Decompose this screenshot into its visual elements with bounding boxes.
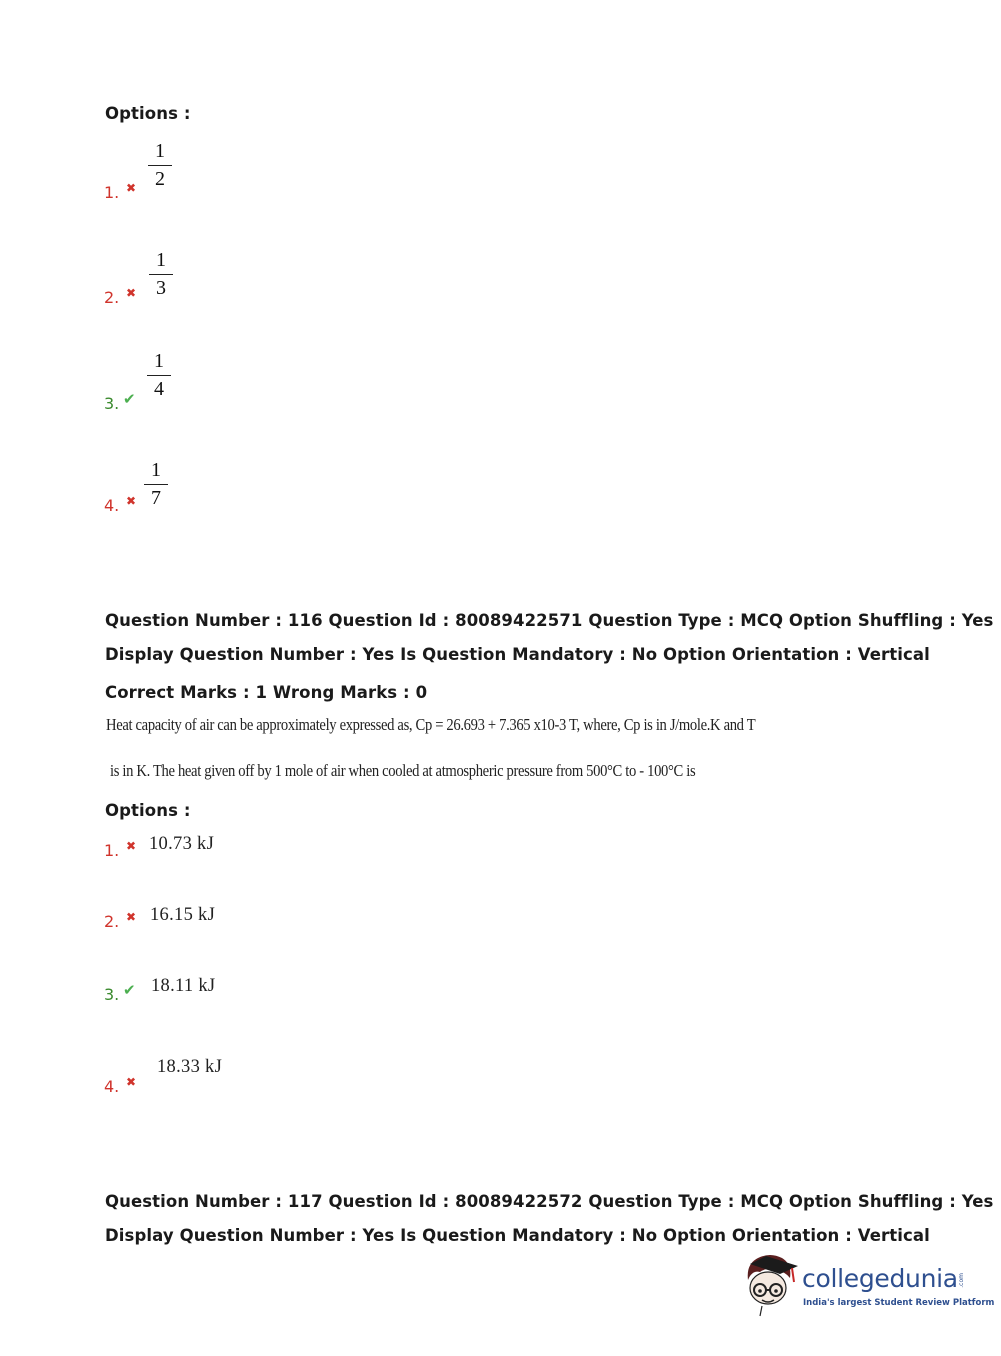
option-number: 1.	[104, 183, 120, 202]
cross-icon: ✖	[126, 494, 137, 508]
fraction-option	[147, 350, 171, 400]
options-heading: Options :	[105, 801, 191, 820]
cross-icon: ✖	[126, 839, 137, 853]
question-marks: Correct Marks : 1 Wrong Marks : 0	[105, 683, 428, 702]
option-number: 3.	[104, 985, 120, 1004]
fraction-bar	[148, 165, 172, 166]
option-text: 10.73 kJ	[149, 834, 215, 854]
option-number: 1.	[104, 841, 120, 860]
cross-icon: ✖	[126, 1075, 137, 1089]
fraction-numerator: 1	[155, 140, 165, 162]
cross-icon: ✖	[126, 910, 137, 924]
fraction-option	[149, 249, 173, 299]
option-number: 4.	[104, 496, 120, 515]
options-heading: Options :	[105, 104, 191, 123]
fraction-numerator: 1	[156, 249, 166, 271]
logo-tagline: India's largest Student Review Platform	[803, 1298, 995, 1308]
option-number: 2.	[104, 288, 120, 307]
fraction-denominator: 2	[155, 168, 165, 190]
fraction-denominator: 3	[156, 277, 166, 299]
fraction-numerator: 1	[154, 350, 164, 372]
check-icon: ✔	[123, 981, 136, 999]
fraction-denominator: 4	[154, 378, 164, 400]
option-text: 18.11 kJ	[151, 976, 216, 996]
fraction-option	[144, 459, 168, 509]
fraction-denominator: 7	[151, 487, 161, 509]
fraction-numerator: 1	[151, 459, 161, 481]
option-number: 4.	[104, 1077, 120, 1096]
check-icon: ✔	[123, 390, 136, 408]
option-text: 16.15 kJ	[150, 905, 216, 925]
question-text-line1: Heat capacity of air can be approximately expressed as, Cp = 26.693 + 7.365 x10-3 T, where, Cp is in J/mole.K and T	[106, 715, 756, 734]
fraction-bar	[147, 375, 171, 376]
fraction-option	[148, 140, 172, 190]
question-meta-line2: Display Question Number : Yes Is Question Mandatory : No Option Orientation : Vertical	[105, 645, 930, 664]
logo-wordmark: collegedunia	[802, 1264, 958, 1293]
logo-mascot-icon	[740, 1250, 802, 1320]
cross-icon: ✖	[126, 181, 137, 195]
question-meta-line1: Question Number : 117 Question Id : 80089422572 Question Type : MCQ Option Shuffling : Yes	[105, 1192, 994, 1211]
fraction-bar	[149, 274, 173, 275]
logo-suffix: .com	[958, 1273, 965, 1288]
question-meta-line2: Display Question Number : Yes Is Question Mandatory : No Option Orientation : Vertical	[105, 1226, 930, 1245]
question-meta-line1: Question Number : 116 Question Id : 80089422571 Question Type : MCQ Option Shuffling : Yes	[105, 611, 994, 630]
fraction-bar	[144, 484, 168, 485]
cross-icon: ✖	[126, 286, 137, 300]
option-text: 18.33 kJ	[157, 1057, 223, 1077]
option-number: 2.	[104, 912, 120, 931]
question-text-line2: is in K. The heat given off by 1 mole of air when cooled at atmospheric pressure from 500°C to - 100°C is	[110, 761, 696, 780]
option-number: 3.	[104, 394, 120, 413]
